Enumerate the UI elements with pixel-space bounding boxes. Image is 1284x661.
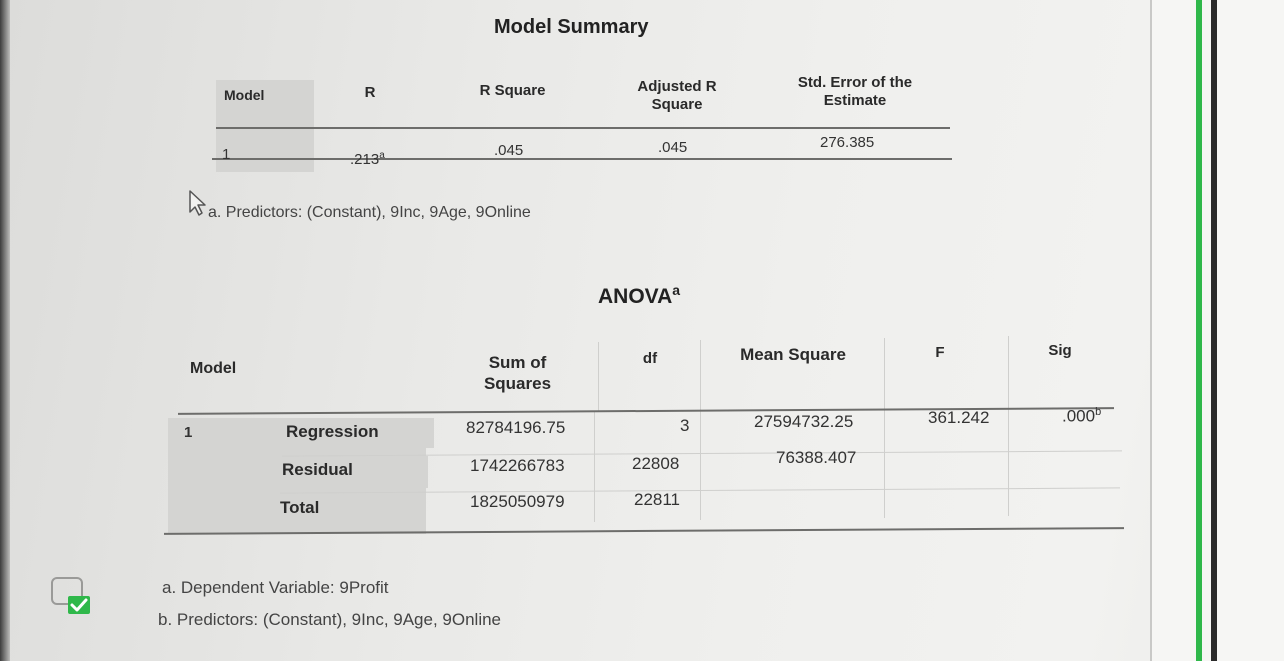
ms-header-r: R [364, 84, 376, 101]
ms-row-adjusted-r-square: .045 [658, 139, 688, 156]
anova-row-label-residual: Residual [282, 460, 353, 479]
right-panel [1150, 0, 1284, 661]
checkmark-icon [48, 576, 94, 618]
ms-row-r: .213$^a$ [350, 150, 385, 168]
ms-header-std-error: Std. Error of the Estimate [797, 74, 913, 109]
anova-row-label-regression: Regression [286, 422, 379, 441]
ms-row-r-square: .045 [494, 142, 524, 159]
anova-header-sum-of-squares: Sum of Squares [483, 353, 552, 393]
anova-header-model: Model [190, 360, 237, 377]
anova-model-number: 1 [184, 424, 193, 441]
anova-col-divider [884, 338, 885, 518]
screen-left-edge [0, 0, 10, 661]
ms-header-rule [216, 127, 950, 129]
anova-header-mean-square: Mean Square [740, 345, 846, 364]
ms-header-adjusted-r-square: Adjusted R Square [637, 78, 717, 113]
anova-residual-df: 22808 [632, 454, 680, 473]
anova-row-label-total: Total [280, 498, 320, 517]
ms-row-model: 1 [222, 146, 231, 163]
anova-header-f: F [935, 344, 945, 361]
ms-bottom-rule [212, 158, 952, 160]
ms-header-r-square: R Square [479, 82, 546, 99]
anova-header-sig: Sig [1048, 342, 1072, 359]
anova-header-df: df [642, 350, 658, 367]
anova-footnote-a: a. Dependent Variable: 9Profit [162, 578, 389, 597]
anova-col-divider [598, 342, 599, 412]
anova-regression-df: 3 [680, 416, 690, 435]
anova-regression-f: 361.242 [928, 408, 990, 427]
anova-total-sum-of-squares: 1825050979 [470, 492, 565, 511]
ms-footnote-a: a. Predictors: (Constant), 9Inc, 9Age, 9Online [208, 204, 531, 221]
anova-col-divider [700, 340, 701, 520]
ms-header-model: Model [224, 87, 265, 103]
anova-col-divider [594, 412, 595, 522]
anova-title: ANOVA$^a$ [598, 282, 681, 308]
green-accent-bar [1196, 0, 1202, 661]
anova-regression-mean-square: 27594732.25 [754, 412, 854, 431]
anova-total-df: 22811 [634, 490, 681, 509]
anova-footnote-b: b. Predictors: (Constant), 9Inc, 9Age, 9Online [158, 610, 502, 629]
anova-regression-sig: .000$^b$ [1062, 406, 1102, 426]
right-panel-divider [1150, 0, 1152, 661]
window-edge [1211, 0, 1217, 661]
ms-row-std-error: 276.385 [820, 134, 875, 151]
model-summary-title: Model Summary [494, 16, 649, 38]
anova-residual-sum-of-squares: 1742266783 [470, 456, 565, 475]
anova-residual-mean-square: 76388.407 [776, 448, 857, 467]
anova-regression-sum-of-squares: 82784196.75 [466, 418, 566, 437]
